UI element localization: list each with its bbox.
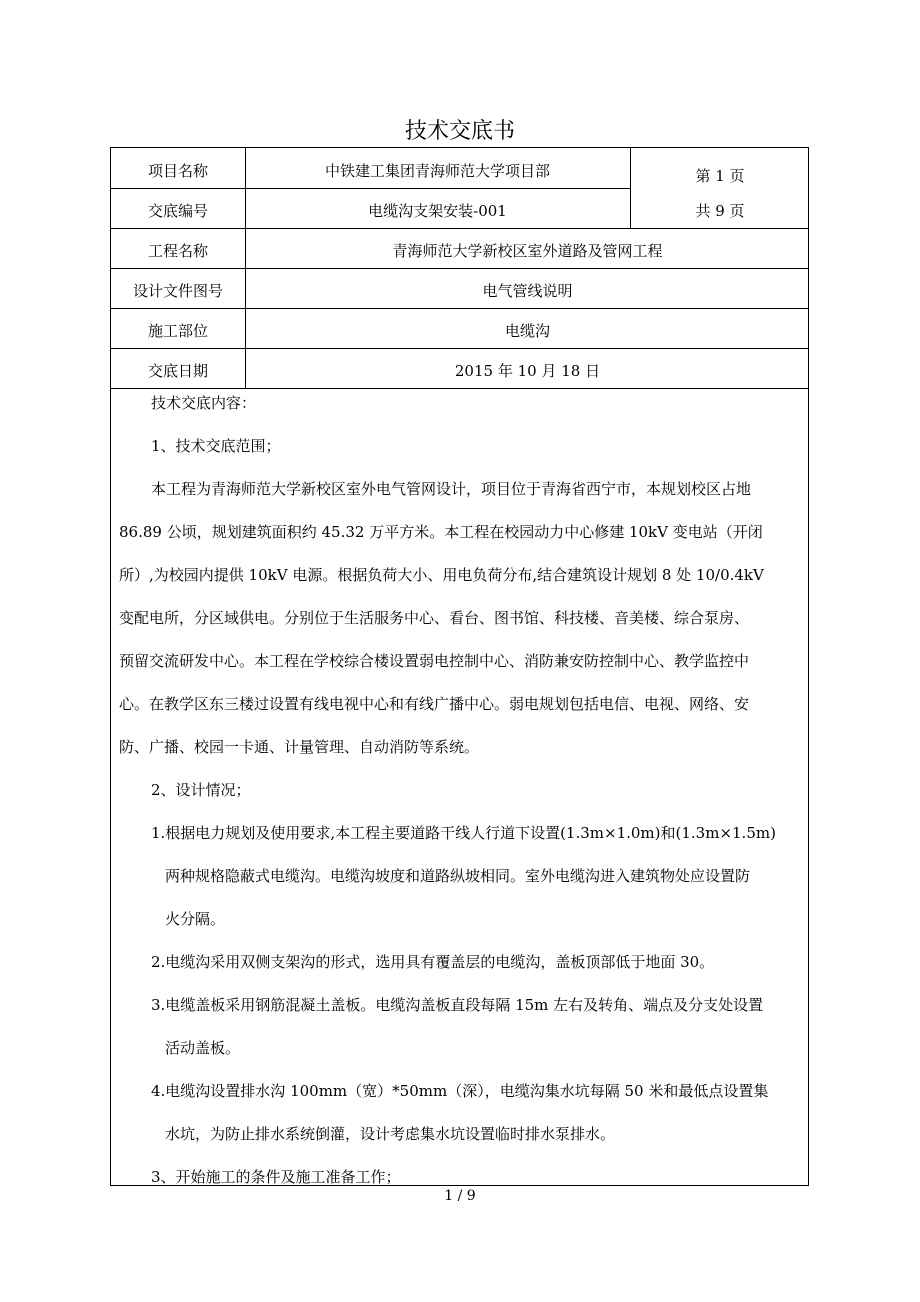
location-value: 电缆沟 (504, 322, 550, 340)
content-intro: 技术交底内容： (151, 394, 257, 412)
location-label: 施工部位 (147, 322, 208, 340)
list-item: 活动盖板。 (165, 1039, 241, 1057)
document-title: 技术交底书 (404, 119, 515, 144)
disclosure-table (110, 147, 809, 1186)
engineering-name-value: 青海师范大学新校区室外道路及管网工程 (392, 242, 663, 260)
date-value: 2015 年 10 月 18 日 (454, 362, 601, 380)
list-item: 2.电缆沟采用双侧支架沟的形式，选用具有覆盖层的电缆沟，盖板顶部低于地面 30。 (151, 953, 715, 971)
page-total: 共 9 页 (695, 202, 745, 220)
page-current: 第 1 页 (695, 167, 745, 185)
row-divider (111, 188, 630, 189)
section-3-heading: 3、开始施工的条件及施工准备工作； (151, 1168, 401, 1186)
design-doc-label: 设计文件图号 (132, 282, 223, 300)
design-doc-value: 电气管线说明 (482, 282, 573, 300)
project-name-value: 中铁建工集团青海师范大学项目部 (324, 162, 550, 180)
paragraph-line: 86.89 公顷，规划建筑面积约 45.32 万平方米。本工程在校园动力中心修建 10kV 变电站（开闭 (119, 523, 763, 541)
list-item: 3.电缆盖板采用钢筋混凝土盖板。电缆沟盖板直段每隔 15m 左右及转角、端点及分支处设置 (151, 996, 764, 1014)
disclosure-no-value: 电缆沟支架安装-001 (368, 202, 507, 220)
paragraph-line: 本工程为青海师范大学新校区室外电气管网设计，项目位于青海省西宁市，本规划校区占地 (151, 480, 752, 498)
row-divider (111, 308, 808, 309)
list-item: 1.根据电力规划及使用要求,本工程主要道路干线人行道下设置(1.3m×1.0m)和(1.3m×1.5m) (151, 824, 776, 842)
paragraph-line: 心。在教学区东三楼过设置有线电视中心和有线广播中心。弱电规划包括电信、电视、网络、安 (119, 695, 750, 713)
disclosure-no-label: 交底编号 (147, 202, 208, 220)
list-item: 两种规格隐蔽式电缆沟。电缆沟坡度和道路纵坡相同。室外电缆沟进入建筑物处应设置防 (165, 867, 751, 885)
paragraph-line: 防、广播、校园一卡通、计量管理、自动消防等系统。 (119, 738, 480, 756)
project-name-label: 项目名称 (147, 162, 208, 180)
section-2-heading: 2、设计情况； (151, 781, 251, 799)
paragraph-line: 预留交流研发中心。本工程在学校综合楼设置弱电控制中心、消防兼安防控制中心、教学监控中 (119, 652, 750, 670)
list-item: 火分隔。 (165, 910, 226, 928)
row-divider (111, 268, 808, 269)
row-divider (111, 228, 808, 229)
paragraph-line: 变配电所，分区域供电。分别位于生活服务中心、看台、图书馆、科技楼、音美楼、综合泵房、 (119, 609, 750, 627)
page-indicator: 1 / 9 (444, 1188, 476, 1204)
row-divider (111, 388, 808, 389)
engineering-name-label: 工程名称 (147, 242, 208, 260)
column-divider (245, 148, 246, 388)
row-divider (111, 348, 808, 349)
date-label: 交底日期 (147, 362, 208, 380)
list-item: 水坑，为防止排水系统倒灌，设计考虑集水坑设置临时排水泵排水。 (165, 1125, 616, 1143)
section-1-heading: 1、技术交底范围； (151, 437, 281, 455)
list-item: 4.电缆沟设置排水沟 100mm（宽）*50mm（深），电缆沟集水坑每隔 50 米和最低点设置集 (151, 1082, 769, 1100)
paragraph-line: 所）,为校园内提供 10kV 电源。根据负荷大小、用电负荷分布,结合建筑设计规划 8 处 10/0.4kV (119, 566, 764, 584)
